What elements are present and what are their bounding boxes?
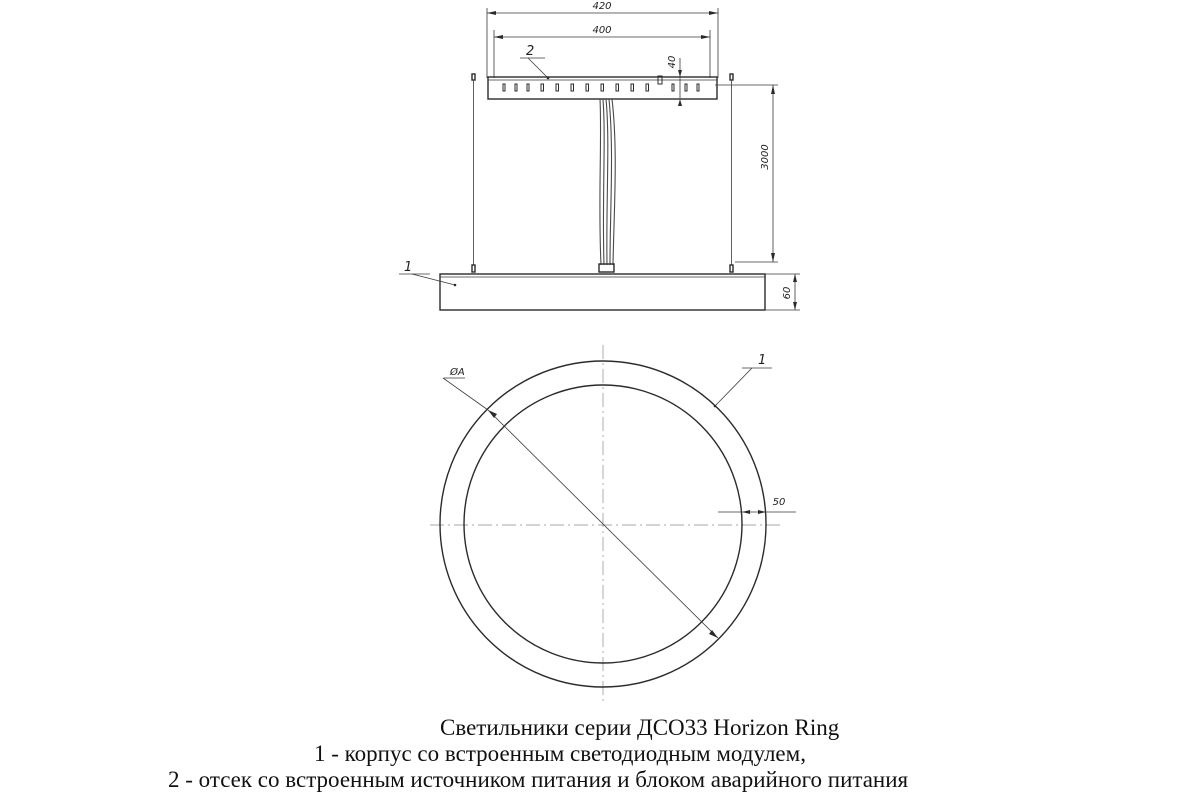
callout-body-top: 1: [758, 353, 767, 368]
suspension-wires: [472, 74, 733, 272]
dimension-cable-length: [715, 85, 778, 262]
dimension-body-height-label: 60: [782, 286, 793, 300]
dimension-diameter-label: ØA: [450, 367, 465, 378]
luminaire-body-side: [399, 260, 765, 310]
callout-ring: [714, 353, 772, 407]
compartment-slots: [503, 76, 699, 91]
dimension-ring-width-label: 50: [772, 497, 786, 508]
caption-line-1: 1 - корпус со встроенным светодиодным модулем,: [314, 741, 806, 766]
power-cable: [599, 99, 615, 272]
dimension-inner-width-label: 400: [592, 25, 612, 36]
dimension-outer-width: [487, 1, 718, 78]
dimension-compartment-height-label: 40: [667, 55, 678, 69]
power-supply-compartment: [488, 44, 717, 99]
top-view: [430, 345, 796, 705]
caption-title: Светильники серии ДСО33 Horizon Ring: [440, 715, 840, 740]
callout-body-side: 1: [404, 260, 413, 275]
caption-line-2: 2 - отсек со встроенным источником питания и блоком аварийного питания: [168, 767, 909, 792]
side-view: [399, 1, 800, 310]
dimension-ring-width: [718, 497, 796, 514]
dimension-outer-width-label: 420: [592, 1, 612, 12]
callout-compartment: 2: [526, 44, 535, 59]
dimension-cable-length-label: 3000: [760, 144, 771, 170]
dimension-body-height: [765, 274, 800, 310]
